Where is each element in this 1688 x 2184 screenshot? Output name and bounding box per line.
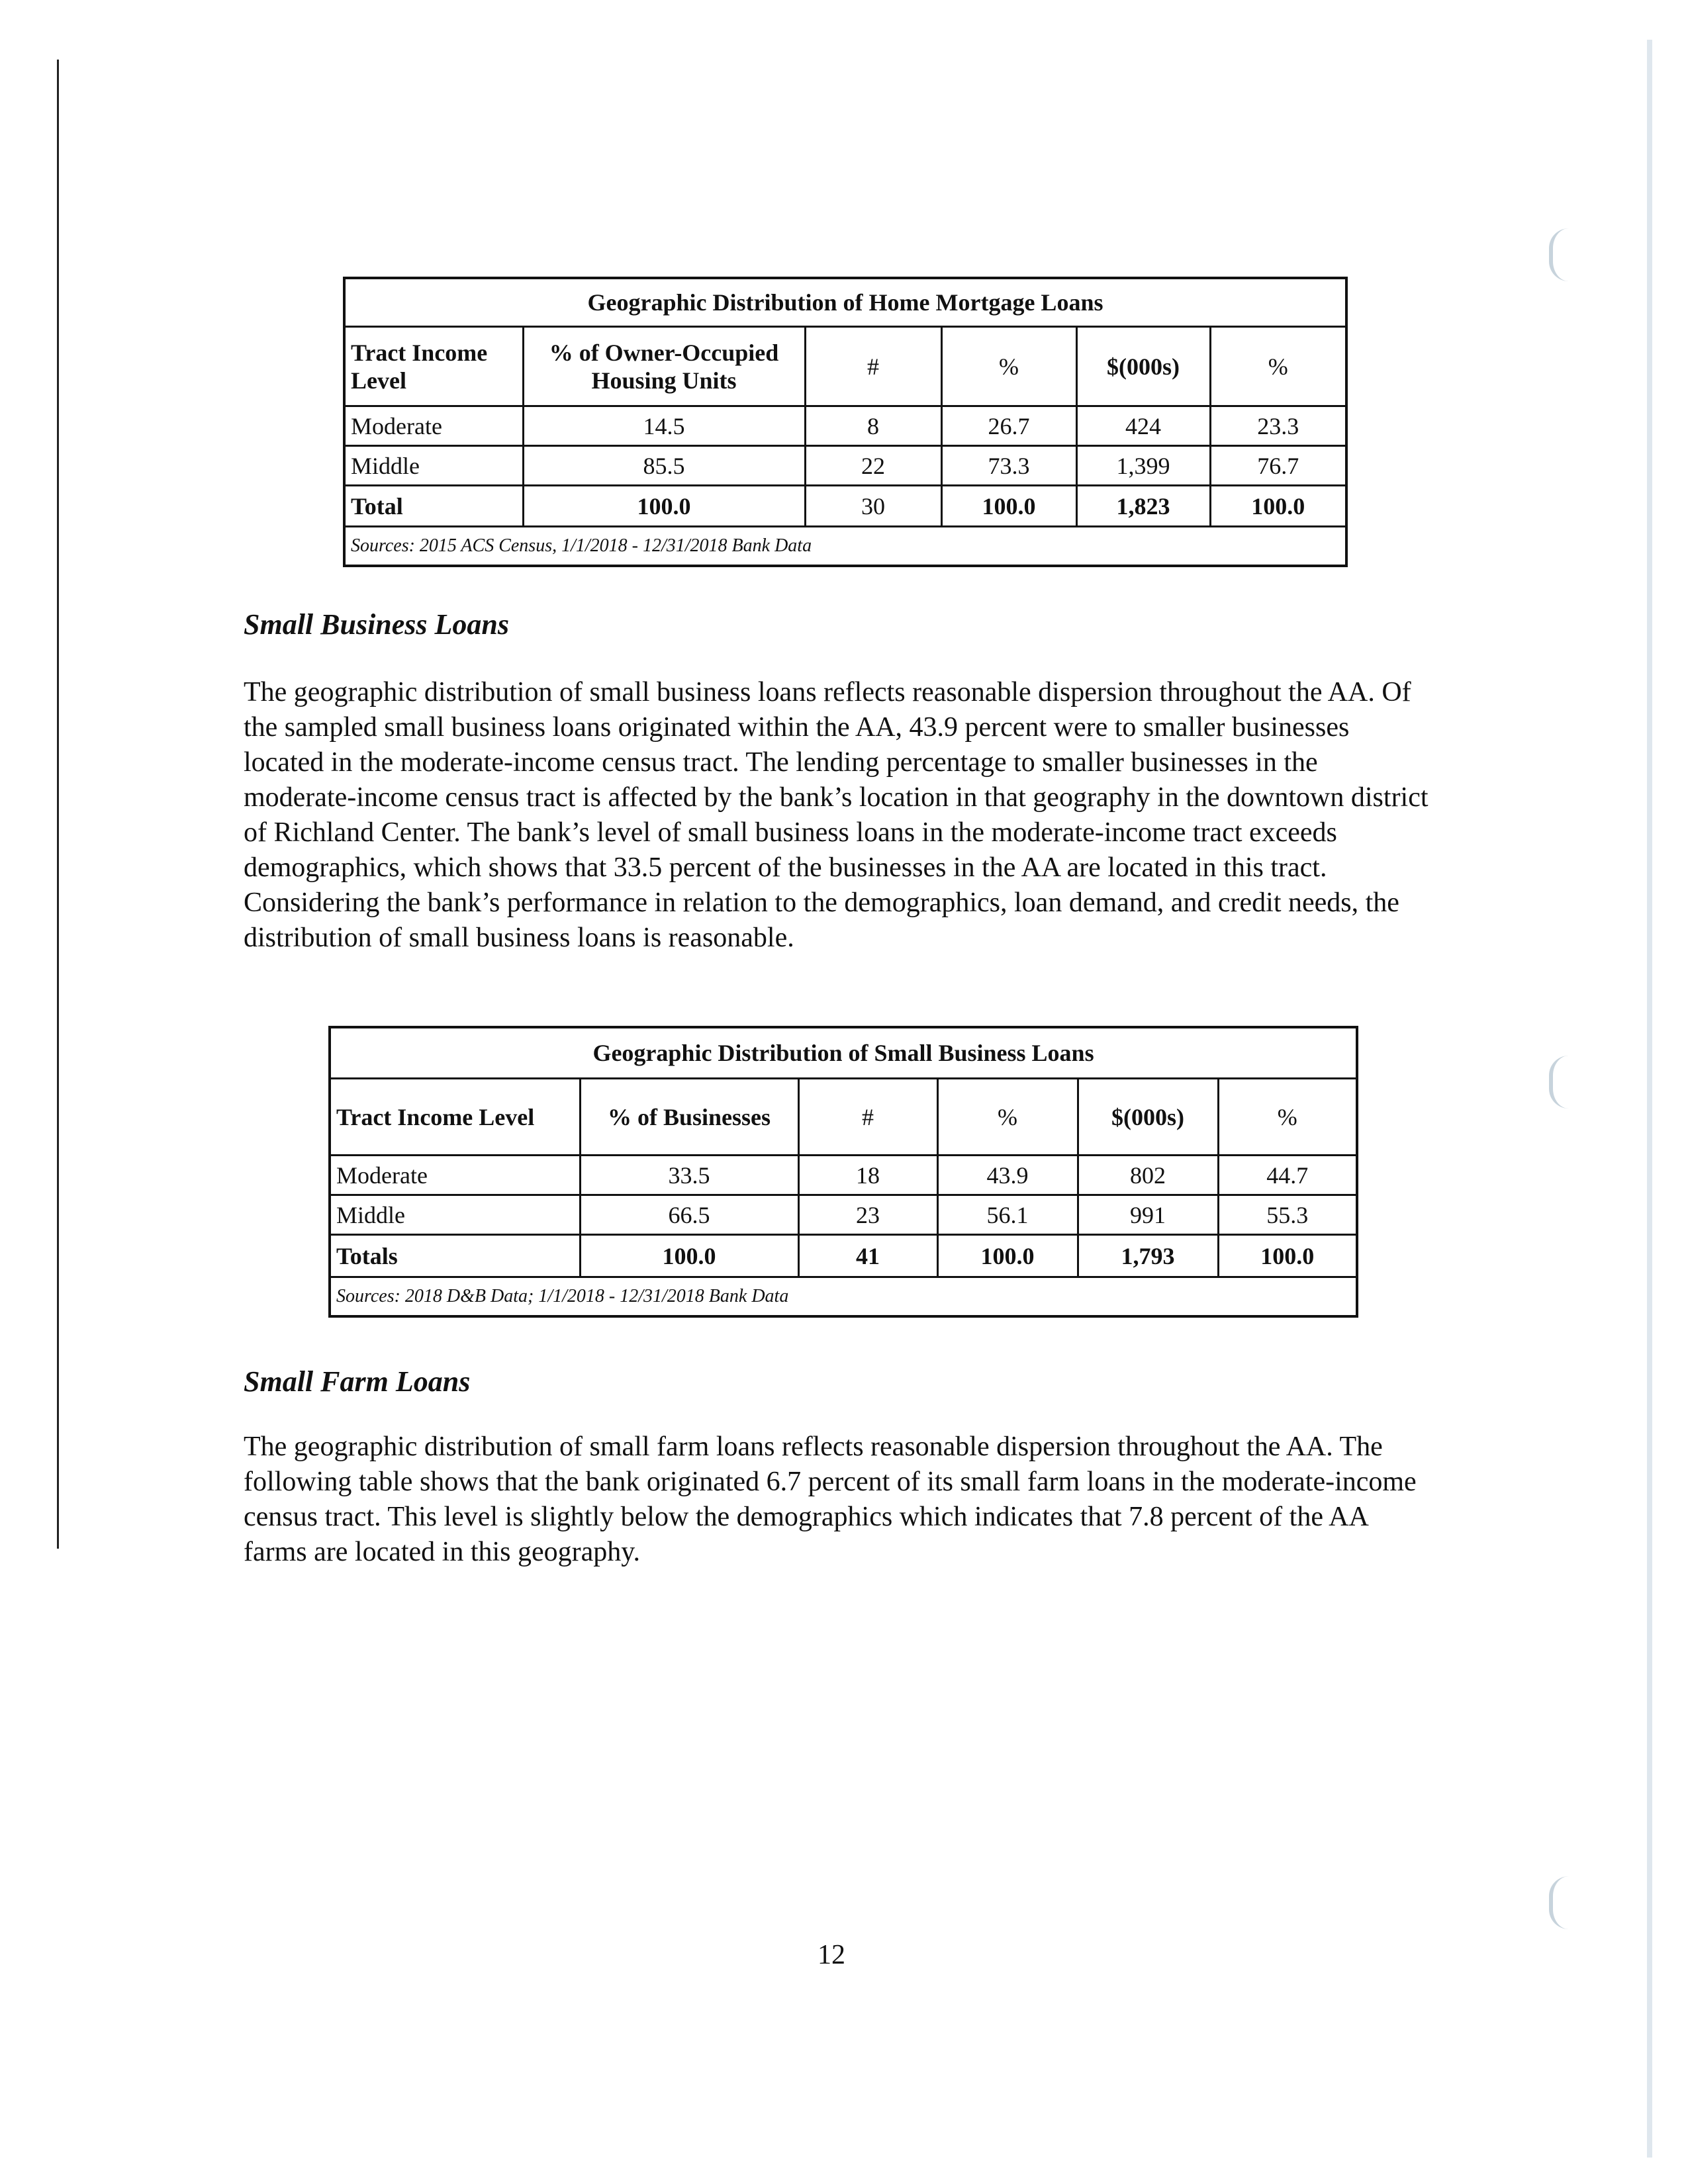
table-cell: 23 (798, 1195, 937, 1235)
table-cell: 100.0 (1218, 1235, 1357, 1277)
column-header: % (1218, 1079, 1357, 1156)
table-cell: 1,793 (1078, 1235, 1218, 1277)
table-cell: 991 (1078, 1195, 1218, 1235)
table-cell: 14.5 (523, 406, 805, 446)
table-cell: 1,399 (1076, 446, 1210, 486)
table-row (330, 1156, 1357, 1195)
table-cell: 100.0 (937, 1235, 1078, 1277)
table-cell: 8 (805, 406, 941, 446)
total-row (330, 1235, 1357, 1277)
table-cell: 43.9 (937, 1156, 1078, 1195)
table-cell: 76.7 (1210, 446, 1346, 486)
body-paragraph: The geographic distribution of small farm loans reflects reasonable dispersion throughout the AA. The following table shows that the bank originated 6.7 percent of its small farm loans in the moderate-income census tract. This level is slightly below the demographics which indicates that 7.8 percent of the AA farms are located in this geography. (244, 1432, 1417, 1567)
small-business-table (328, 1026, 1358, 1318)
table-cell: 85.5 (523, 446, 805, 486)
table-cell: 41 (798, 1235, 937, 1277)
table-cell: 100.0 (941, 486, 1076, 527)
table-cell: 30 (805, 486, 941, 527)
table-cell: 424 (1076, 406, 1210, 446)
section-heading: Small Business Loans (244, 608, 510, 641)
column-header: # (805, 327, 941, 406)
column-header: Tract Income Level (330, 1079, 580, 1156)
table-cell: Totals (330, 1235, 580, 1277)
table-cell: 26.7 (941, 406, 1076, 446)
table-row (344, 406, 1346, 446)
section-heading: Small Farm Loans (244, 1365, 471, 1398)
table-cell: 100.0 (580, 1235, 798, 1277)
table-cell: 33.5 (580, 1156, 798, 1195)
table-cell: Middle (344, 446, 523, 486)
table-source: Sources: 2015 ACS Census, 1/1/2018 - 12/31/2018 Bank Data (344, 527, 1346, 567)
table-row (330, 1195, 1357, 1235)
table-cell: 44.7 (1218, 1156, 1357, 1195)
punch-hole-top (1549, 228, 1569, 281)
table-cell: 56.1 (937, 1195, 1078, 1235)
table-cell: 1,823 (1076, 486, 1210, 527)
punch-hole-middle (1549, 1056, 1569, 1109)
table-cell: 66.5 (580, 1195, 798, 1235)
column-header: % of Businesses (580, 1079, 798, 1156)
table-cell: 55.3 (1218, 1195, 1357, 1235)
table-cell: 22 (805, 446, 941, 486)
total-row (344, 486, 1346, 527)
table-title: Geographic Distribution of Small Business Loans (330, 1027, 1357, 1079)
table-cell: Moderate (344, 406, 523, 446)
scan-edge-shadow (1647, 40, 1652, 2158)
column-header: $(000s) (1076, 327, 1210, 406)
column-header: % of Owner-Occupied Housing Units (523, 327, 805, 406)
home-mortgage-table (343, 277, 1348, 567)
punch-hole-bottom (1549, 1876, 1569, 1929)
table-cell: Moderate (330, 1156, 580, 1195)
table-cell: 100.0 (1210, 486, 1346, 527)
table-cell: Total (344, 486, 523, 527)
scan-margin-line (57, 60, 59, 1549)
table-cell: Middle (330, 1195, 580, 1235)
table-cell: 802 (1078, 1156, 1218, 1195)
column-header: % (1210, 327, 1346, 406)
column-header: % (937, 1079, 1078, 1156)
table-title: Geographic Distribution of Home Mortgage Loans (344, 278, 1346, 327)
table-cell: 100.0 (523, 486, 805, 527)
column-header: Tract Income Level (344, 327, 523, 406)
column-header: % (941, 327, 1076, 406)
table-cell: 73.3 (941, 446, 1076, 486)
body-paragraph: The geographic distribution of small business loans reflects reasonable dispersion throughout the AA. Of the sampled small business loans originated within the AA, 43.9 percent were to smaller businesses located in the moderate-income census tract. The lending percentage to smaller businesses in the moderate-income census tract is affected by the bank’s location in that geography in the downtown district of Richland Center. The bank’s level of small business loans in the moderate-income tract exceeds demographics, which shows that 33.5 percent of the businesses in the AA are located in this tract. Considering the bank’s performance in relation to the demographics, loan demand, and credit needs, the distribution of small business loans is reasonable. (244, 677, 1429, 953)
column-header: $(000s) (1078, 1079, 1218, 1156)
table-cell: 18 (798, 1156, 937, 1195)
table-cell: 23.3 (1210, 406, 1346, 446)
table-row (344, 446, 1346, 486)
table-source: Sources: 2018 D&B Data; 1/1/2018 - 12/31/2018 Bank Data (330, 1277, 1357, 1317)
page-number: 12 (818, 1940, 845, 1970)
column-header: # (798, 1079, 937, 1156)
